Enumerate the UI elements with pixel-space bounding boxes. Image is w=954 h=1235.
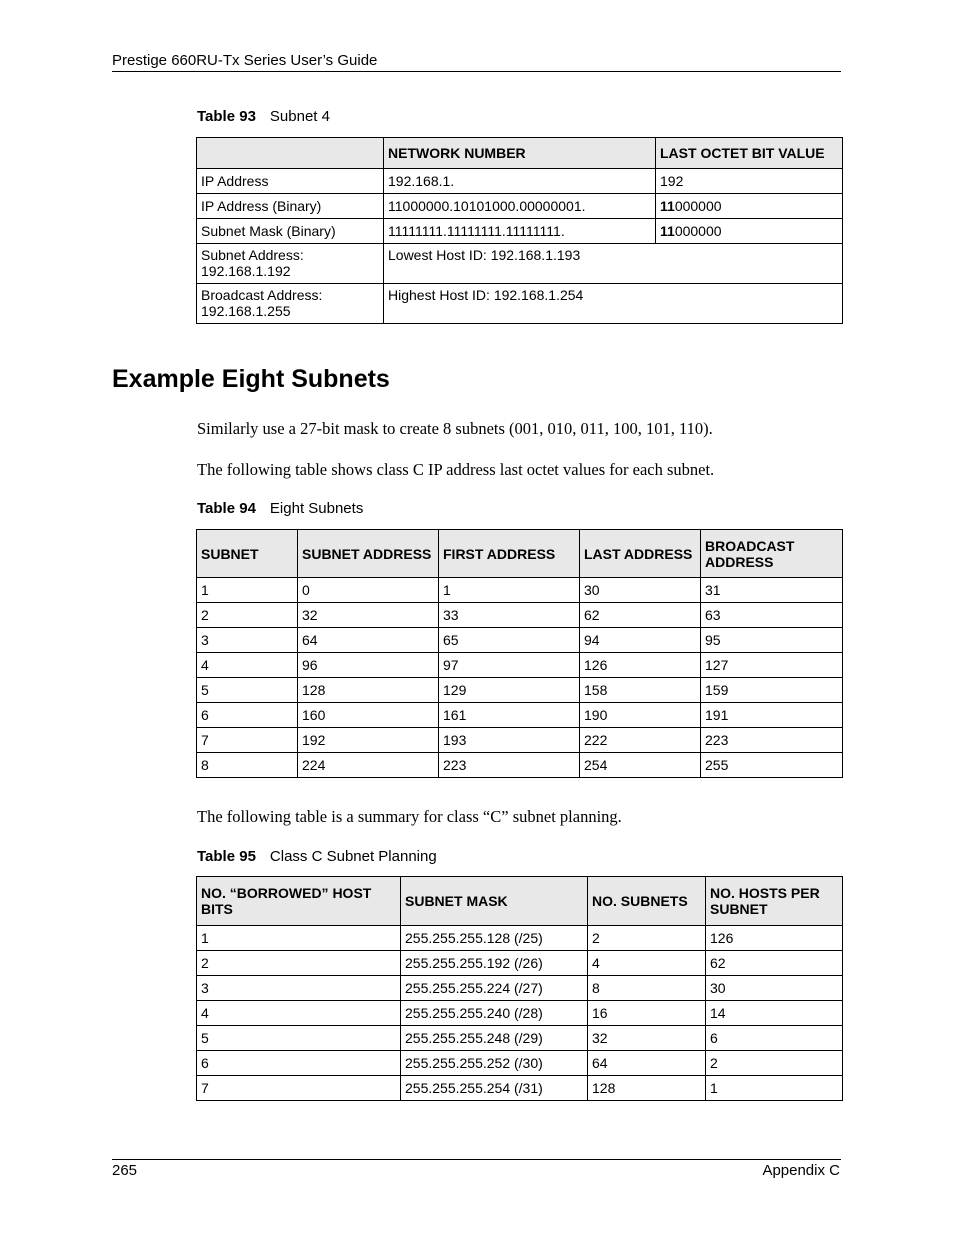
table94-header-last-address: LAST ADDRESS: [580, 530, 701, 578]
table-row: [197, 1076, 843, 1101]
table95-body: [197, 926, 843, 1101]
paragraph-table-intro: The following table shows class C IP address last octet values for each subnet.: [197, 460, 715, 479]
table-cell: Subnet Mask (Binary): [197, 219, 384, 244]
table-row: [197, 728, 843, 753]
table94-eight-subnets: [196, 529, 843, 778]
table-cell: 6: [197, 703, 298, 728]
table-row: [197, 194, 843, 219]
table-cell: 31: [701, 578, 843, 603]
header-rule: [112, 71, 841, 72]
table-cell: 255.255.255.128 (/25): [401, 926, 588, 951]
table-cell: 30: [580, 578, 701, 603]
subnet-address-value: 192.168.1.192: [201, 263, 291, 279]
bits-bold: 11: [660, 198, 675, 214]
table-cell: 159: [701, 678, 843, 703]
table-cell: 255: [701, 753, 843, 778]
highest-host-cell: Highest Host ID: 192.168.1.254: [384, 284, 843, 324]
table-cell: 8: [197, 753, 298, 778]
table-cell: 64: [588, 1051, 706, 1076]
table-cell: [656, 194, 843, 219]
table93-header-blank: [197, 138, 384, 169]
table-cell: 32: [588, 1026, 706, 1051]
bits-bold: 11: [660, 223, 675, 239]
broadcast-address-value: 192.168.1.255: [201, 303, 291, 319]
table-cell: 4: [197, 653, 298, 678]
table-cell: 94: [580, 628, 701, 653]
table-cell: 2: [197, 951, 401, 976]
table-cell: 32: [298, 603, 439, 628]
table94-caption-text: Eight Subnets: [269, 500, 364, 517]
table-cell: 126: [580, 653, 701, 678]
table-cell: 192.168.1.: [384, 169, 656, 194]
table-row: [197, 1051, 843, 1076]
broadcast-address-cell: [197, 284, 384, 324]
table-cell: 255.255.255.254 (/31): [401, 1076, 588, 1101]
table-cell: 5: [197, 1026, 401, 1051]
table-row: [197, 703, 843, 728]
table-cell: 62: [706, 951, 843, 976]
table-row: [197, 976, 843, 1001]
table-cell: 193: [439, 728, 580, 753]
table95-caption: [197, 848, 437, 865]
table-cell: 33: [439, 603, 580, 628]
table-cell: 63: [701, 603, 843, 628]
table-row: [197, 951, 843, 976]
table-cell: 255.255.255.240 (/28): [401, 1001, 588, 1026]
broadcast-address-label: Broadcast Address:: [201, 287, 323, 303]
table93-caption: [197, 108, 330, 125]
table95-header-subnet-mask: SUBNET MASK: [401, 877, 588, 926]
paragraph-intro: Similarly use a 27-bit mask to create 8 subnets (001, 010, 011, 100, 101, 110).: [197, 419, 713, 438]
table-cell: 1: [197, 578, 298, 603]
table-row: [197, 169, 843, 194]
table-row: [197, 678, 843, 703]
table-cell: 11000000.10101000.00000001.: [384, 194, 656, 219]
table-cell: IP Address (Binary): [197, 194, 384, 219]
table-cell: 255.255.255.248 (/29): [401, 1026, 588, 1051]
table-cell: 97: [439, 653, 580, 678]
table-cell: 1: [439, 578, 580, 603]
table-cell: 4: [197, 1001, 401, 1026]
table-cell: 223: [701, 728, 843, 753]
table-cell: 128: [588, 1076, 706, 1101]
table94-header-broadcast-address: BROADCAST ADDRESS: [701, 530, 843, 578]
bits-rest: 192: [660, 173, 684, 189]
table-cell: 191: [701, 703, 843, 728]
footer-rule: [112, 1159, 841, 1160]
table-cell: 160: [298, 703, 439, 728]
table95-caption-text: Class C Subnet Planning: [269, 848, 437, 865]
table-cell: 223: [439, 753, 580, 778]
page-number: 265: [112, 1162, 138, 1179]
table-cell: 8: [588, 976, 706, 1001]
table-cell: 0: [298, 578, 439, 603]
table-row: [197, 753, 843, 778]
table-cell: 16: [588, 1001, 706, 1026]
table93-subnet-4: [196, 137, 843, 324]
paragraph-summary-intro: The following table is a summary for class “C” subnet planning.: [197, 807, 622, 826]
table-cell: 1: [197, 926, 401, 951]
table94-body: [197, 578, 843, 778]
table-cell: 2: [588, 926, 706, 951]
table-cell: 5: [197, 678, 298, 703]
table94-caption-number: Table 94: [197, 500, 256, 517]
table-cell: 255.255.255.192 (/26): [401, 951, 588, 976]
table-cell: 128: [298, 678, 439, 703]
table-row: [197, 1001, 843, 1026]
table93-caption-text: Subnet 4: [269, 108, 330, 125]
table95-class-c-subnet-planning: [196, 876, 843, 1101]
table-cell: 222: [580, 728, 701, 753]
table-cell: 30: [706, 976, 843, 1001]
table-cell: 3: [197, 976, 401, 1001]
table-cell: 65: [439, 628, 580, 653]
table-row: [197, 653, 843, 678]
table-cell: 190: [580, 703, 701, 728]
table-cell: 64: [298, 628, 439, 653]
table-cell: [656, 169, 843, 194]
table94-header-first-address: FIRST ADDRESS: [439, 530, 580, 578]
table-cell: 126: [706, 926, 843, 951]
table94-header-subnet: SUBNET: [197, 530, 298, 578]
table-cell: 95: [701, 628, 843, 653]
table-row: [197, 219, 843, 244]
table-cell: 96: [298, 653, 439, 678]
lowest-host-cell: Lowest Host ID: 192.168.1.193: [384, 244, 843, 284]
table-cell: 2: [197, 603, 298, 628]
table-cell: 7: [197, 728, 298, 753]
table-cell: 127: [701, 653, 843, 678]
bits-rest: 000000: [674, 223, 722, 239]
table-cell: 7: [197, 1076, 401, 1101]
table-cell: 254: [580, 753, 701, 778]
running-header-title: Prestige 660RU-Tx Series User’s Guide: [112, 52, 378, 69]
table-header-row: [197, 877, 843, 926]
table95-header-no-subnets: NO. SUBNETS: [588, 877, 706, 926]
table94-header-subnet-address: SUBNET ADDRESS: [298, 530, 439, 578]
table93-caption-number: Table 93: [197, 108, 256, 125]
table-cell: 14: [706, 1001, 843, 1026]
table-cell: 129: [439, 678, 580, 703]
bits-rest: 000000: [674, 198, 722, 214]
table-cell: 6: [706, 1026, 843, 1051]
table-cell: 1: [706, 1076, 843, 1101]
table-cell: 161: [439, 703, 580, 728]
table-row: [197, 1026, 843, 1051]
table-cell: [656, 219, 843, 244]
table95-header-borrowed-bits: NO. “BORROWED” HOST BITS: [197, 877, 401, 926]
table-cell: 224: [298, 753, 439, 778]
table-cell: 158: [580, 678, 701, 703]
table-cell: 62: [580, 603, 701, 628]
table-cell: 255.255.255.252 (/30): [401, 1051, 588, 1076]
table-row: [197, 244, 843, 284]
table93-header-network-number: NETWORK NUMBER: [384, 138, 656, 169]
table95-caption-number: Table 95: [197, 848, 256, 865]
table-cell: 4: [588, 951, 706, 976]
table94-caption: [197, 500, 363, 517]
table-cell: 3: [197, 628, 298, 653]
table-cell: 6: [197, 1051, 401, 1076]
table-row: [197, 284, 843, 324]
subnet-address-label: Subnet Address:: [201, 247, 304, 263]
table95-header-hosts-per-subnet: NO. HOSTS PER SUBNET: [706, 877, 843, 926]
table-row: [197, 628, 843, 653]
table-cell: 255.255.255.224 (/27): [401, 976, 588, 1001]
table-cell: 11111111.11111111.11111111.: [384, 219, 656, 244]
table-cell: IP Address: [197, 169, 384, 194]
section-heading: Example Eight Subnets: [112, 365, 390, 393]
subnet-address-cell: [197, 244, 384, 284]
table-cell: 192: [298, 728, 439, 753]
table-row: [197, 926, 843, 951]
table-row: [197, 578, 843, 603]
footer-section-name: Appendix C: [762, 1162, 840, 1179]
table-header-row: [197, 138, 843, 169]
table93-header-last-octet: LAST OCTET BIT VALUE: [656, 138, 843, 169]
table-cell: 2: [706, 1051, 843, 1076]
table-header-row: [197, 530, 843, 578]
table-row: [197, 603, 843, 628]
